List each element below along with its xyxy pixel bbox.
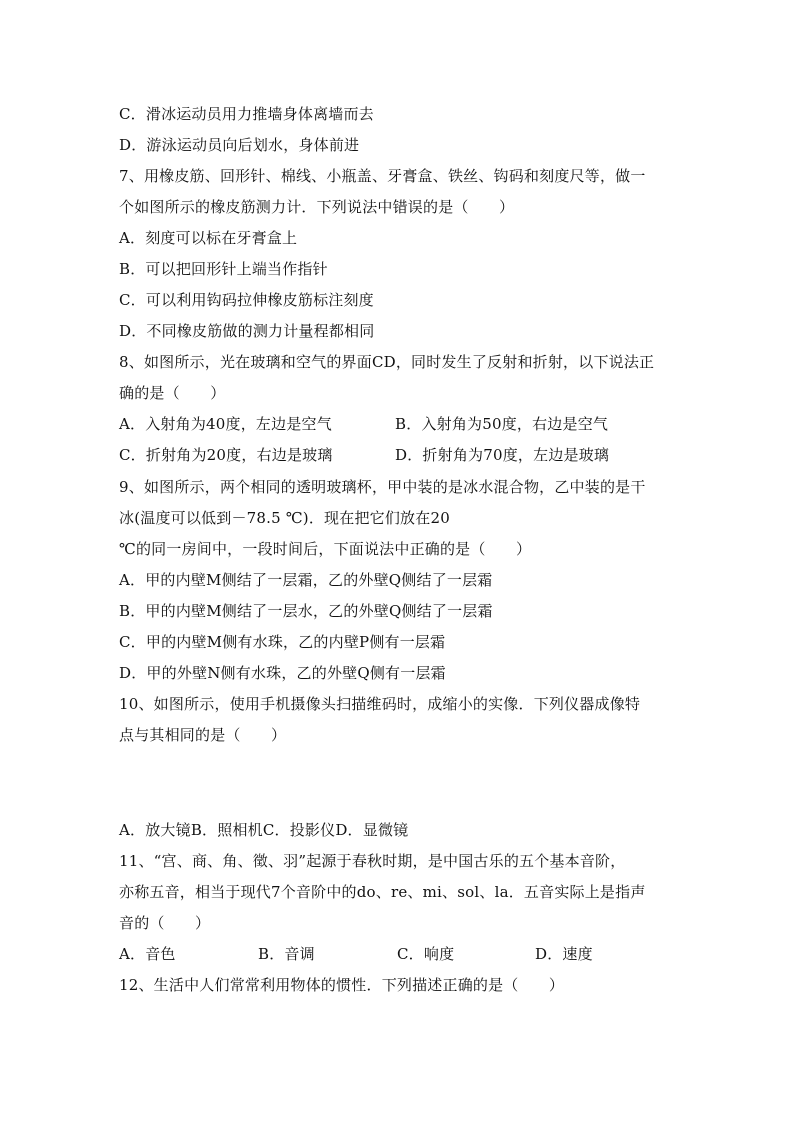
q8-option-c: C．折射角为20度，右边是玻璃	[119, 446, 333, 464]
q9-option-a: A．甲的内壁M侧结了一层霜，乙的外壁Q侧结了一层霜	[119, 571, 493, 589]
q11-option-d: D．速度	[535, 945, 593, 963]
q6-option-c: C．滑冰运动员用力推墙身体离墙而去	[119, 105, 374, 123]
q7-option-c: C．可以利用钩码拉伸橡皮筋标注刻度	[119, 291, 374, 309]
q8-option-d: D．折射角为70度，左边是玻璃	[395, 446, 610, 464]
q9-stem-line1: 9、如图所示，两个相同的透明玻璃杯，甲中装的是冰水混合物，乙中装的是干	[119, 478, 646, 496]
q11-stem-line1: 11、“宫、商、角、徵、羽”起源于春秋时期，是中国古乐的五个基本音阶，	[119, 852, 626, 870]
q10-stem-line1: 10、如图所示，使用手机摄像头扫描维码时，成缩小的实像．下列仪器成像特	[119, 695, 641, 713]
q11-option-b: B．音调	[258, 945, 315, 963]
q11-option-c: C．响度	[397, 945, 455, 963]
q8-option-a: A．入射角为40度，左边是空气	[119, 415, 332, 433]
q10-options: A．放大镜B．照相机C．投影仪D．显微镜	[119, 821, 409, 839]
q7-option-a: A．刻度可以标在牙膏盒上	[119, 229, 298, 247]
q11-option-a: A．音色	[119, 945, 176, 963]
q9-option-d: D．甲的外壁N侧有水珠，乙的外壁Q侧有一层霜	[119, 664, 446, 682]
q7-option-b: B．可以把回形针上端当作指针	[119, 260, 328, 278]
q7-stem-line1: 7、用橡皮筋、回形针、棉线、小瓶盖、牙膏盒、铁丝、钩码和刻度尺等，做一	[119, 167, 646, 185]
q7-stem-line2: 个如图所示的橡皮筋测力计．下列说法中错误的是（ ）	[119, 198, 515, 216]
q8-stem-line1: 8、如图所示，光在玻璃和空气的界面CD，同时发生了反射和折射，以下说法正	[119, 353, 655, 371]
q11-stem-line3: 音的（ ）	[119, 914, 211, 932]
q6-option-d: D．游泳运动员向后划水，身体前进	[119, 136, 360, 154]
q9-option-b: B．甲的内壁M侧结了一层水，乙的外壁Q侧结了一层霜	[119, 602, 493, 620]
q8-stem-line2: 确的是（ ）	[119, 384, 226, 402]
q9-option-c: C．甲的内壁M侧有水珠，乙的内壁P侧有一层霜	[119, 633, 446, 651]
q11-stem-line2: 亦称五音，相当于现代7个音阶中的do、re、mi、sol、la．五音实际上是指声	[119, 883, 646, 901]
q8-option-b: B．入射角为50度，右边是空气	[395, 415, 609, 433]
q9-stem-line3: ℃的同一房间中，一段时间后，下面说法中正确的是（ ）	[119, 540, 532, 558]
q10-stem-line2: 点与其相同的是（ ）	[119, 726, 287, 744]
q7-option-d: D．不同橡皮筋做的测力计量程都相同	[119, 322, 375, 340]
q12-stem-line1: 12、生活中人们常常利用物体的惯性．下列描述正确的是（ ）	[119, 976, 565, 994]
q9-stem-line2: 冰(温度可以低到－78.5 ℃)．现在把它们放在20	[119, 509, 450, 527]
